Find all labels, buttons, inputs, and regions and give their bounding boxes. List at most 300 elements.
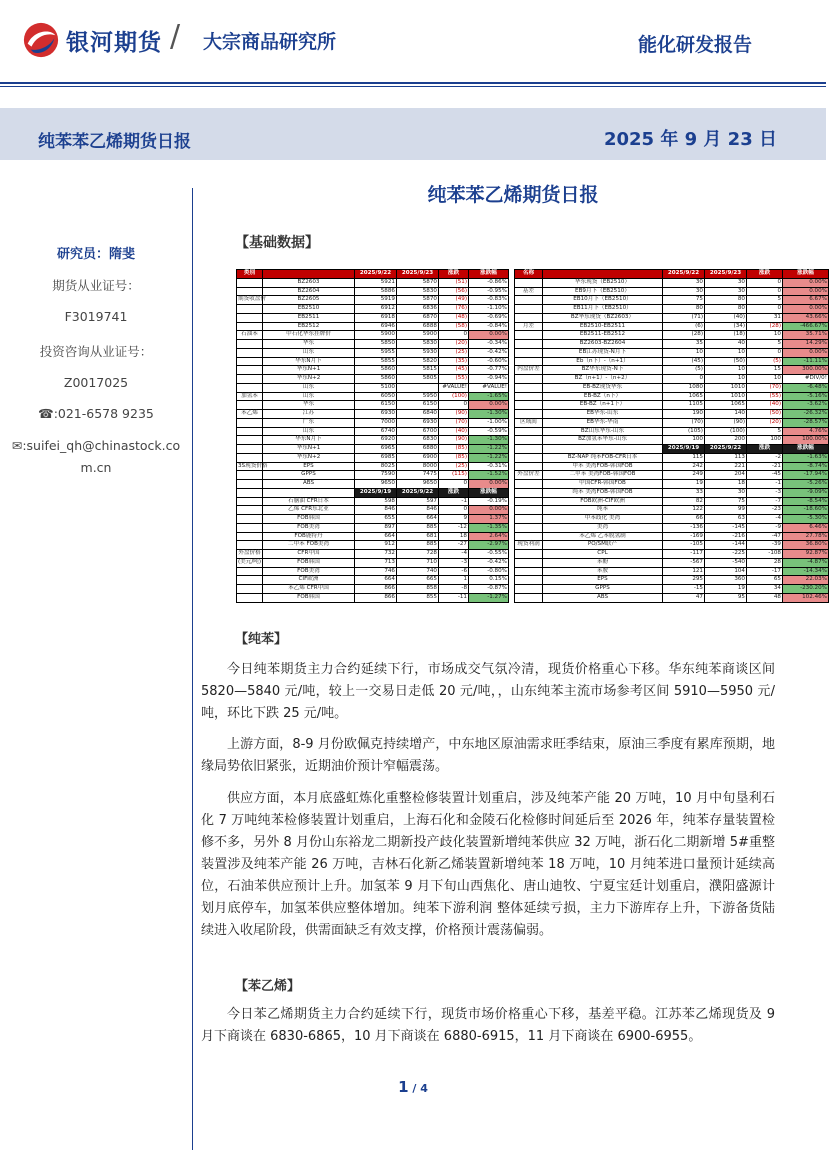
rt-row [515, 523, 829, 532]
lt-row [237, 392, 509, 401]
rt-cell [515, 550, 543, 559]
rt-cell: (70) [663, 418, 705, 427]
rt-cell: 35 [663, 340, 705, 349]
rt-row [515, 278, 829, 287]
rt-cell: 92.87% [783, 550, 829, 559]
rt-header-row [515, 270, 829, 279]
lt-cell: -0.95% [469, 287, 509, 296]
rt-cell [515, 410, 543, 419]
lt-row [237, 558, 509, 567]
lt-row [237, 567, 509, 576]
rt-cell: 15 [747, 366, 783, 375]
header-rule-thin [0, 86, 826, 87]
lt-cell: FOB鹿特丹 [263, 532, 355, 541]
rt-cell: 30 [705, 278, 747, 287]
lt-cell: 665 [397, 576, 439, 585]
rt-cell: EB江苏现货-N月下 [543, 348, 663, 357]
lt-row [237, 313, 509, 322]
rt-cell: -17 [747, 567, 783, 576]
lt-cell: 6920 [355, 436, 397, 445]
lt-header-cell: 2025/9/22 [355, 270, 397, 279]
lt-cell: 江苏 [263, 410, 355, 419]
lt-cell: 3S现货价格 [237, 462, 263, 471]
lt-cell [237, 593, 263, 602]
rt-cell: 113 [705, 453, 747, 462]
lt-cell: 5100 [355, 383, 397, 392]
lt-cell: 山东 [263, 348, 355, 357]
lt-cell: 期货收盘价 [237, 296, 263, 305]
rt-cell [515, 340, 543, 349]
lt-cell: -0.42% [469, 348, 509, 357]
benzene-upstream-paragraph: 上游方面，8-9 月份欧佩克持续增产，中东地区原油需求旺季结束，原油三季度有累库预期，地缘局势依旧紧张，近期油价预计窄幅震荡。 [201, 737, 775, 774]
rt-cell: -466.67% [783, 322, 829, 331]
rt-cell: 5 [747, 427, 783, 436]
rt-cell: EB11月下（EB2510） [543, 305, 663, 314]
current-page: 1 [398, 1078, 409, 1096]
rt-cell: 122 [663, 506, 705, 515]
lt-row [237, 462, 509, 471]
lt-cell [237, 348, 263, 357]
rt-row [515, 480, 829, 489]
lt-cell: 0 [439, 331, 469, 340]
rt-cell: (100) [705, 427, 747, 436]
lt-row [237, 497, 509, 506]
lt-cell: 0.00% [469, 401, 509, 410]
lt-cell: -0.34% [469, 340, 509, 349]
rt-cell: -8.74% [783, 462, 829, 471]
lt-cell: (70) [439, 418, 469, 427]
lt-cell [237, 278, 263, 287]
lt-cell: (100) [439, 392, 469, 401]
lt-cell [237, 305, 263, 314]
rt-cell: (71) [663, 313, 705, 322]
lt-cell: (美元/吨) [237, 558, 263, 567]
lt-cell: 乙烯 CFR东北亚 [263, 506, 355, 515]
sidebar-divider [192, 188, 193, 1150]
lt-row [237, 296, 509, 305]
rt-row [515, 313, 829, 322]
rt-cell: 4.76% [783, 427, 829, 436]
lt-cell: EPS [263, 462, 355, 471]
lt-cell: 6150 [397, 401, 439, 410]
lt-cell: 912 [355, 541, 397, 550]
lt-cell: (45) [439, 366, 469, 375]
rt-row [515, 506, 829, 515]
rt-cell: 0 [747, 278, 783, 287]
rt-cell: 221 [705, 462, 747, 471]
advisory-number: Z0017025 [63, 375, 129, 390]
lt-cell [237, 523, 263, 532]
lt-cell [237, 287, 263, 296]
lt-cell: 0.00% [469, 506, 509, 515]
lt-row [237, 445, 509, 454]
rt-cell: 43.66% [783, 313, 829, 322]
rt-row [515, 287, 829, 296]
page-separator: / [408, 1082, 421, 1095]
lt-cell: 597 [397, 497, 439, 506]
rt-cell: (28) [747, 322, 783, 331]
lt-cell: 710 [397, 558, 439, 567]
rt-cell: 30 [663, 278, 705, 287]
rt-cell [515, 523, 543, 532]
rt-cell: EB2511-EB2512 [543, 331, 663, 340]
lt-row [237, 418, 509, 427]
lt-cell: 0 [439, 480, 469, 489]
lt-cell: 苯乙烯 CFR中国 [263, 585, 355, 594]
lt-cell [237, 427, 263, 436]
lt-cell [237, 366, 263, 375]
lt-cell [237, 445, 263, 454]
lt-cell: BZ2605 [263, 296, 355, 305]
lt-header-cell: 涨跌幅 [469, 488, 509, 497]
rt-cell [515, 462, 543, 471]
lt-cell: 681 [397, 532, 439, 541]
rt-cell: 104 [705, 567, 747, 576]
lt-cell: -1.22% [469, 445, 509, 454]
rt-cell: -7 [747, 497, 783, 506]
lt-row [237, 366, 509, 375]
lt-row [237, 375, 509, 384]
rt-cell: 5 [747, 296, 783, 305]
rt-row [515, 392, 829, 401]
lt-cell: -0.59% [469, 427, 509, 436]
lt-cell: 9 [439, 515, 469, 524]
header-rule [0, 82, 826, 84]
rt-cell: 苯乙烯 乙苯脱氢制 [543, 532, 663, 541]
rt-row [515, 532, 829, 541]
lt-cell [237, 453, 263, 462]
rt-cell: 75 [705, 497, 747, 506]
rt-row [515, 348, 829, 357]
rt-cell: (40) [747, 401, 783, 410]
rt-cell: 102.46% [783, 593, 829, 602]
lt-row [237, 278, 509, 287]
lt-cell: (40) [439, 427, 469, 436]
rt-cell: 200 [705, 436, 747, 445]
lt-row [237, 348, 509, 357]
lt-cell: -4 [439, 550, 469, 559]
lt-cell: 外盘价格 [237, 550, 263, 559]
lt-cell: 0.00% [469, 480, 509, 489]
rt-cell: 100.00% [783, 436, 829, 445]
lt-cell: 华东N+2 [263, 453, 355, 462]
report-type: 能化研发报告 [637, 34, 752, 56]
lt-cell [237, 313, 263, 322]
rt-cell: 现货利润 [515, 541, 543, 550]
rt-cell: (50) [747, 410, 783, 419]
lt-cell: 7475 [397, 471, 439, 480]
rt-cell: -540 [705, 558, 747, 567]
lt-cell: -6 [439, 567, 469, 576]
lt-cell: -1.00% [469, 418, 509, 427]
rt-cell: 0.00% [783, 278, 829, 287]
rt-cell: 30 [663, 287, 705, 296]
lt-cell: 1.37% [469, 515, 509, 524]
page-number [0, 1078, 826, 1096]
rt-cell: -14.34% [783, 567, 829, 576]
lt-row [237, 287, 509, 296]
rt-cell: 40 [705, 340, 747, 349]
lt-cell: 6912 [355, 305, 397, 314]
rt-cell: 18 [705, 480, 747, 489]
lt-cell: 855 [397, 593, 439, 602]
brand-name: 银河期货 [66, 30, 162, 56]
rt-cell: PO/SM联产 [543, 541, 663, 550]
rt-cell: CPL [543, 550, 663, 559]
report-header [0, 0, 826, 82]
lt-cell [237, 532, 263, 541]
lt-cell: 6150 [355, 401, 397, 410]
lt-header-cell: 2025/9/22 [397, 488, 439, 497]
lt-cell: 598 [355, 497, 397, 506]
lt-cell: 746 [355, 567, 397, 576]
rt-cell: 80 [705, 296, 747, 305]
lt-cell: -1.30% [469, 410, 509, 419]
rt-cell: BZ加氢苯华东-山东 [543, 436, 663, 445]
lt-cell: 6930 [355, 410, 397, 419]
rt-cell [515, 567, 543, 576]
lt-cell: 5820 [397, 357, 439, 366]
lt-cell: 664 [397, 515, 439, 524]
lt-cell [237, 567, 263, 576]
lt-cell: 897 [355, 523, 397, 532]
rt-cell: BZ华东现货-N下 [543, 366, 663, 375]
rt-cell: EB9月下（EB2510） [543, 287, 663, 296]
rt-cell: -5.16% [783, 392, 829, 401]
rt-header-cell: 涨跌 [747, 270, 783, 279]
styrene-market-paragraph: 今日苯乙烯期货主力合约延续下行，现货市场价格重心下移，基差平稳。江苏苯乙烯现货及 9 月下商谈在 6830-6865，10 月下商谈在 6880-6915，11 月下商谈在 6900-6955。 [201, 1007, 775, 1044]
rt-cell [515, 436, 543, 445]
rt-header-cell: 2025/9/22 [663, 270, 705, 279]
lt-row [237, 436, 509, 445]
rt-cell: 0 [747, 348, 783, 357]
rt-cell: 纯苯 [543, 506, 663, 515]
lt-cell: EB2510 [263, 305, 355, 314]
rt-cell: 区域间 [515, 418, 543, 427]
lt-cell: 5950 [397, 392, 439, 401]
lt-cell: 866 [355, 593, 397, 602]
lt-cell: (55) [439, 375, 469, 384]
rt-cell [515, 585, 543, 594]
lt-cell: -0.87% [469, 585, 509, 594]
rt-cell: 0 [663, 375, 705, 384]
lt-row [237, 410, 509, 419]
lt-header-cell: 涨跌 [439, 270, 469, 279]
license-number: F3019741 [64, 309, 128, 324]
lt-cell: 18 [439, 532, 469, 541]
lt-cell: -1.10% [469, 305, 509, 314]
rt-cell: -23 [747, 506, 783, 515]
rt-cell: 0.00% [783, 287, 829, 296]
rt-cell: -17.94% [783, 471, 829, 480]
lt-cell: FOB韩国 [263, 558, 355, 567]
lt-cell: 7590 [355, 471, 397, 480]
benzene-market-paragraph: 今日纯苯期货主力合约延续下行，市场成交气氛冷清，现货价格重心下移。华东纯苯商谈区间 5820—5840 元/吨，较上一交易日走低 20 元/吨，，山东纯苯主流市场参考区间 5910—5950 元/吨，环比下跌 25 元/吨。 [201, 662, 775, 721]
lt-cell: GPPS [263, 471, 355, 480]
rt-row [515, 383, 829, 392]
lt-cell: -1.30% [469, 436, 509, 445]
rt-cell: 48 [747, 593, 783, 602]
rt-cell: -169 [663, 532, 705, 541]
lt-cell [237, 471, 263, 480]
lt-cell [237, 497, 263, 506]
lt-cell: 0.00% [469, 331, 509, 340]
lt-cell: #VALUE! [439, 383, 469, 392]
lt-cell: 5815 [397, 366, 439, 375]
rt-cell [515, 401, 543, 410]
rt-cell: -9.09% [783, 488, 829, 497]
phone-icon: ☎ [38, 406, 54, 421]
lt-cell: -1.65% [469, 392, 509, 401]
rt-row [515, 593, 829, 602]
rt-cell: -1 [747, 480, 783, 489]
lt-cell [397, 383, 439, 392]
lt-cell: 885 [397, 523, 439, 532]
lt-cell: #VALUE! [469, 383, 509, 392]
rt-cell: -8.54% [783, 497, 829, 506]
left-data-table [236, 269, 509, 603]
rt-cell: 95 [705, 593, 747, 602]
institute-name: 大宗商品研究所 [203, 31, 337, 53]
lt-cell: 加氢苯 [237, 392, 263, 401]
lt-header-cell: 类别 [237, 270, 263, 279]
rt-cell [515, 558, 543, 567]
rt-cell: BZ-NAP 纯苯FOB-CFR日本 [543, 453, 663, 462]
rt-cell: -230.20% [783, 585, 829, 594]
rt-cell: -2 [747, 453, 783, 462]
rt-cell: 甲苯 美湾FOB-韩国FOB [543, 462, 663, 471]
rt-row [515, 558, 829, 567]
lt-row [237, 576, 509, 585]
rt-cell: -28.57% [783, 418, 829, 427]
rt-header-cell: 2025/9/22 [705, 445, 747, 454]
rt-cell [515, 383, 543, 392]
rt-cell [515, 348, 543, 357]
rt-cell: -11.11% [783, 357, 829, 366]
rt-cell: -144 [705, 541, 747, 550]
rt-cell: 121 [663, 567, 705, 576]
rt-cell: 10 [705, 348, 747, 357]
rt-cell: 10 [705, 366, 747, 375]
rt-row [515, 357, 829, 366]
lt-cell: 6836 [397, 305, 439, 314]
lt-cell: EB2512 [263, 322, 355, 331]
lt-cell: 728 [397, 550, 439, 559]
rt-row [515, 305, 829, 314]
rt-header-cell: 涨跌 [747, 445, 783, 454]
lt-row [237, 480, 509, 489]
rt-cell: 苯胺 [543, 567, 663, 576]
rt-cell: 1065 [663, 392, 705, 401]
lt-cell: 7000 [355, 418, 397, 427]
rt-row [515, 515, 829, 524]
rt-cell: -117 [663, 550, 705, 559]
rt-cell: 63 [705, 515, 747, 524]
rt-row [515, 462, 829, 471]
rt-cell: 300.00% [783, 366, 829, 375]
lt-cell: 1 [439, 576, 469, 585]
lt-cell: 山东 [263, 383, 355, 392]
rt-row [515, 488, 829, 497]
banner-date: 2025 年 9 月 23 日 [603, 129, 777, 150]
rt-cell: 80 [705, 305, 747, 314]
lt-cell: (25) [439, 462, 469, 471]
lt-cell: -0.42% [469, 558, 509, 567]
lt-header-row [237, 488, 509, 497]
rt-cell: -1.63% [783, 453, 829, 462]
lt-cell: -27 [439, 541, 469, 550]
lt-row [237, 427, 509, 436]
lt-cell [237, 340, 263, 349]
lt-row [237, 401, 509, 410]
lt-cell: 5830 [397, 340, 439, 349]
lt-cell: 6880 [397, 445, 439, 454]
basic-data-tables [236, 269, 828, 609]
lt-row [237, 305, 509, 314]
rt-row [515, 366, 829, 375]
rt-row [515, 550, 829, 559]
rt-cell: 10 [663, 348, 705, 357]
galaxy-logo-icon [22, 21, 60, 59]
lt-cell: 8025 [355, 462, 397, 471]
rt-cell: -18.60% [783, 506, 829, 515]
rt-cell [515, 375, 543, 384]
lt-cell: 华东N+2 [263, 375, 355, 384]
lt-cell: -0.86% [469, 278, 509, 287]
rt-cell: EB-BZ现货华东 [543, 383, 663, 392]
rt-cell: BZ2603-BZ2604 [543, 340, 663, 349]
lt-row [237, 541, 509, 550]
rt-row [515, 296, 829, 305]
lt-cell: -1.27% [469, 593, 509, 602]
rt-cell: (20) [747, 418, 783, 427]
rt-cell: 10 [747, 375, 783, 384]
section-basic-data: 【基础数据】 [235, 235, 319, 251]
lt-cell: -11 [439, 593, 469, 602]
rt-cell: 360 [705, 576, 747, 585]
lt-header-row [237, 270, 509, 279]
rt-cell: 82 [663, 497, 705, 506]
lt-cell: 6900 [397, 453, 439, 462]
rt-cell: 242 [663, 462, 705, 471]
rt-cell: 66 [663, 515, 705, 524]
lt-cell: 华东N月下 [263, 436, 355, 445]
lt-cell: (76) [439, 305, 469, 314]
lt-cell [237, 480, 263, 489]
lt-cell [237, 418, 263, 427]
rt-cell: 249 [663, 471, 705, 480]
rt-cell: 6.67% [783, 296, 829, 305]
lt-cell: 9650 [397, 480, 439, 489]
rt-header-row [515, 445, 829, 454]
rt-cell: -4.87% [783, 558, 829, 567]
lt-cell: 0 [439, 401, 469, 410]
lt-cell: 5870 [397, 296, 439, 305]
rt-cell: 19 [705, 585, 747, 594]
rt-row [515, 401, 829, 410]
rt-header-cell [543, 270, 663, 279]
email-address[interactable]: suifei_qh@chinastock.co [26, 438, 181, 453]
rt-row [515, 427, 829, 436]
rt-cell: 100 [747, 436, 783, 445]
lt-cell [237, 515, 263, 524]
rt-cell: 140 [705, 410, 747, 419]
lt-cell: 5870 [397, 278, 439, 287]
lt-cell: 655 [355, 515, 397, 524]
lt-cell: 5900 [397, 331, 439, 340]
lt-cell: 2.64% [469, 532, 509, 541]
lt-cell: -1.35% [469, 523, 509, 532]
